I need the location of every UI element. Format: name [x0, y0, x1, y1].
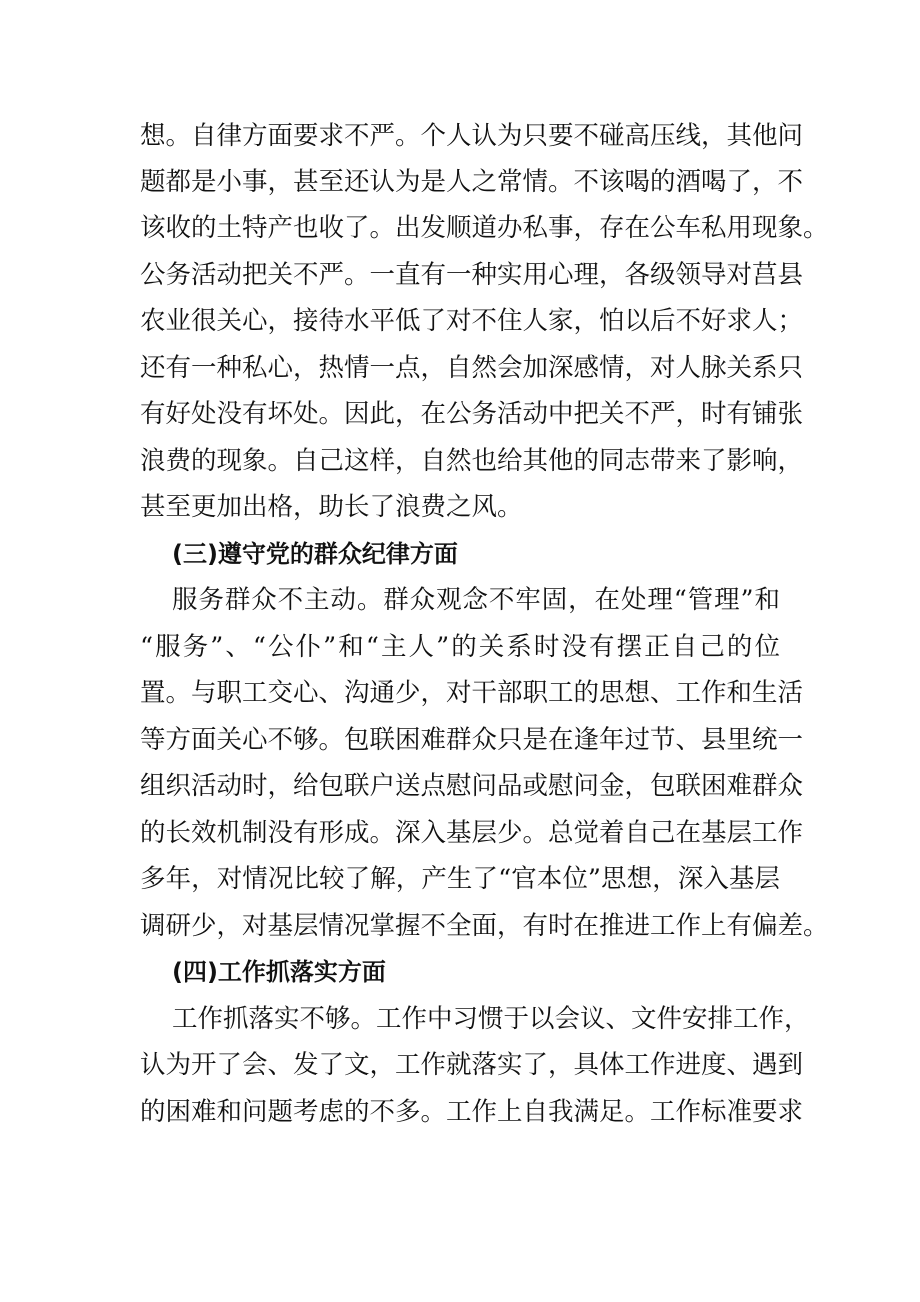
paragraph-1-line-5: 农业很关心，接待水平低了对不住人家，怕以后不好求人；: [140, 306, 804, 336]
paragraph-2-line-3: 置。与职工交心、沟通少，对干部职工的思想、工作和生活: [140, 678, 804, 708]
paragraph-3-line-2: 认为开了会、发了文，工作就落实了，具体工作进度、遇到: [140, 1050, 804, 1080]
paragraph-3-line-1: 工作抓落实不够。工作中习惯于以会议、文件安排工作，: [172, 1004, 810, 1034]
paragraph-2-line-4: 等方面关心不够。包联困难群众只是在逢年过节、县里统一: [140, 725, 804, 755]
paragraph-2-line-8: 调研少，对基层情况掌握不全面，有时在推进工作上有偏差。: [140, 911, 829, 941]
paragraph-2-line-7: 多年，对情况比较了解，产生了“官本位”思想，深入基层: [140, 864, 780, 894]
paragraph-1-line-3: 该收的土特产也收了。出发顺道办私事，存在公车私用现象。: [140, 213, 829, 243]
paragraph-1-line-4: 公务活动把关不严。一直有一种实用心理，各级领导对莒县: [140, 260, 804, 290]
paragraph-3-line-3: 的困难和问题考虑的不多。工作上自我满足。工作标准要求: [140, 1097, 804, 1127]
paragraph-1-line-8: 浪费的现象。自己这样，自然也给其他的同志带来了影响，: [140, 446, 804, 476]
paragraph-2-line-1: 服务群众不主动。群众观念不牢固，在处理“管理”和: [172, 585, 780, 615]
section-heading-3: (三)遵守党的群众纪律方面: [172, 540, 458, 568]
paragraph-2-line-6: 的长效机制没有形成。深入基层少。总觉着自己在基层工作: [140, 818, 804, 848]
paragraph-1-line-6: 还有一种私心，热情一点，自然会加深感情，对人脉关系只: [140, 353, 804, 383]
paragraph-1-line-7: 有好处没有坏处。因此，在公务活动中把关不严，时有铺张: [140, 399, 804, 429]
paragraph-2-line-2: “服务”、“公仆”和“主人”的关系时没有摆正自己的位: [140, 632, 780, 662]
paragraph-1-line-9: 甚至更加出格，助长了浪费之风。: [140, 492, 523, 522]
paragraph-1-line-2: 题都是小事，甚至还认为是人之常情。不该喝的酒喝了，不: [140, 167, 804, 197]
paragraph-1-line-1: 想。自律方面要求不严。个人认为只要不碰高压线，其他问: [140, 121, 804, 151]
section-heading-4: (四)工作抓落实方面: [172, 958, 386, 986]
paragraph-2-line-5: 组织活动时，给包联户送点慰问品或慰问金，包联困难群众: [140, 771, 804, 801]
